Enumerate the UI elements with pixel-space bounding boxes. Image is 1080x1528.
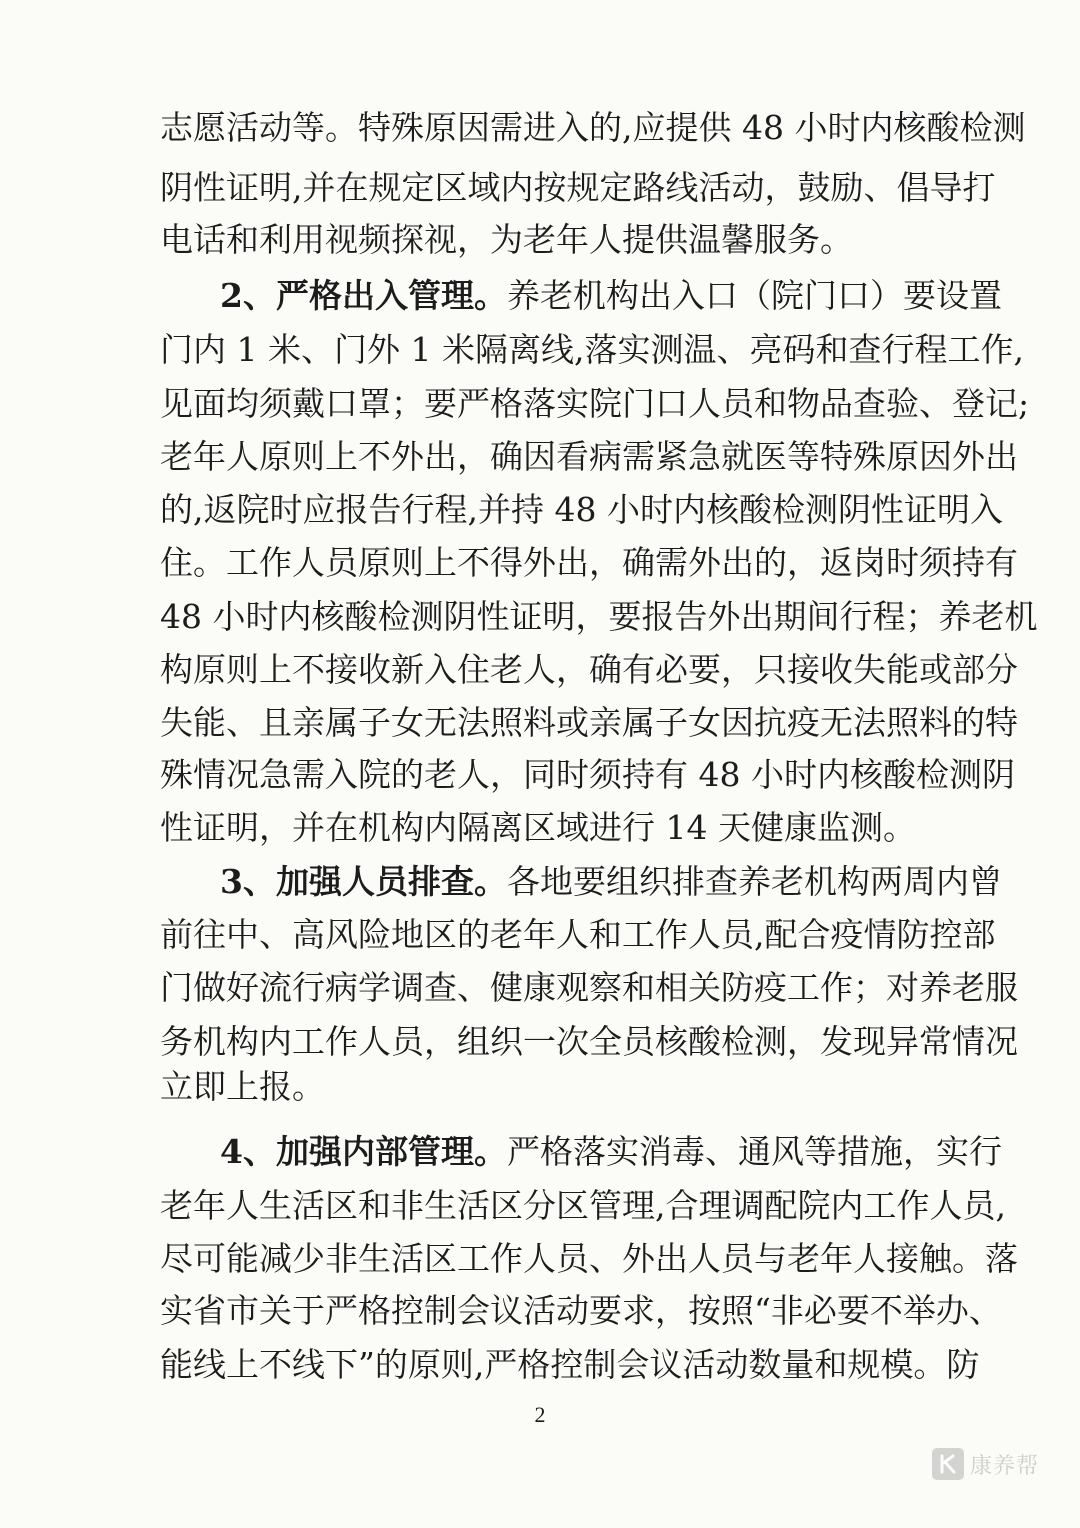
paragraph-line: 务机构内工作人员，组织一次全员核酸检测，发现异常情况 [160, 1022, 1018, 1061]
paragraph-line: 老年人原则上不外出，确因看病需紧急就医等特殊原因外出 [160, 437, 1018, 476]
paragraph-line: 见面均须戴口罩；要严格落实院门口人员和物品查验、登记; [160, 384, 1030, 423]
paragraph-line: 的,返院时应报告行程,并持 48 小时内核酸检测阴性证明入 [160, 490, 1003, 529]
paragraph-line: 立即上报。 [160, 1067, 325, 1106]
paragraph-line: 尽可能减少非生活区工作人员、外出人员与老年人接触。落 [160, 1239, 1018, 1278]
section-3-first-line: 3、加强人员排查。各地要组织排查养老机构两周内曾 [220, 862, 1002, 901]
paragraph-line: 48 小时内核酸检测阴性证明，要报告外出期间行程；养老机 [160, 597, 1038, 636]
paragraph-line: 失能、且亲属子女无法照料或亲属子女因抗疫无法照料的特 [160, 703, 1018, 742]
paragraph-line: 老年人生活区和非生活区分区管理,合理调配院内工作人员, [160, 1186, 1006, 1225]
paragraph-line: 志愿活动等。特殊原因需进入的,应提供 48 小时内核酸检测 [160, 108, 1026, 147]
paragraph-line: 阴性证明,并在规定区域内按规定路线活动，鼓励、倡导打 [160, 168, 996, 207]
section-heading: 3、加强人员排查。 [220, 862, 507, 901]
page-number: 2 [534, 1402, 546, 1427]
section-heading: 2、严格出入管理。 [220, 276, 507, 315]
paragraph-line: 前往中、高风险地区的老年人和工作人员,配合疫情防控部 [160, 915, 996, 954]
paragraph-line: 性证明，并在机构内隔离区域进行 14 天健康监测。 [160, 808, 916, 847]
paragraph-line: 门内 1 米、门外 1 米隔离线,落实测温、亮码和查行程工作, [160, 330, 1024, 369]
k-logo-icon [932, 1448, 964, 1480]
section-heading: 4、加强内部管理。 [220, 1132, 507, 1171]
section-4-first-line: 4、加强内部管理。严格落实消毒、通风等措施，实行 [220, 1132, 1002, 1171]
watermark [932, 1440, 1080, 1488]
paragraph-line: 门做好流行病学调查、健康观察和相关防疫工作；对养老服 [160, 968, 1018, 1007]
paragraph-line: 电话和利用视频探视，为老年人提供温馨服务。 [160, 220, 853, 259]
paragraph-line: 构原则上不接收新入住老人，确有必要，只接收失能或部分 [160, 650, 1018, 689]
watermark-text: 康养帮 [970, 1453, 1040, 1479]
paragraph-line: 殊情况急需入院的老人，同时须持有 48 小时内核酸检测阴 [160, 755, 1015, 794]
paragraph-line: 实省市关于严格控制会议活动要求，按照“非必要不举办、 [160, 1291, 1002, 1330]
paragraph-line: 能线上不线下”的原则,严格控制会议活动数量和规模。防 [160, 1345, 980, 1384]
paragraph-line: 住。工作人员原则上不得外出，确需外出的，返岗时须持有 [160, 543, 1018, 582]
section-2-first-line: 2、严格出入管理。养老机构出入口（院门口）要设置 [220, 276, 1002, 315]
